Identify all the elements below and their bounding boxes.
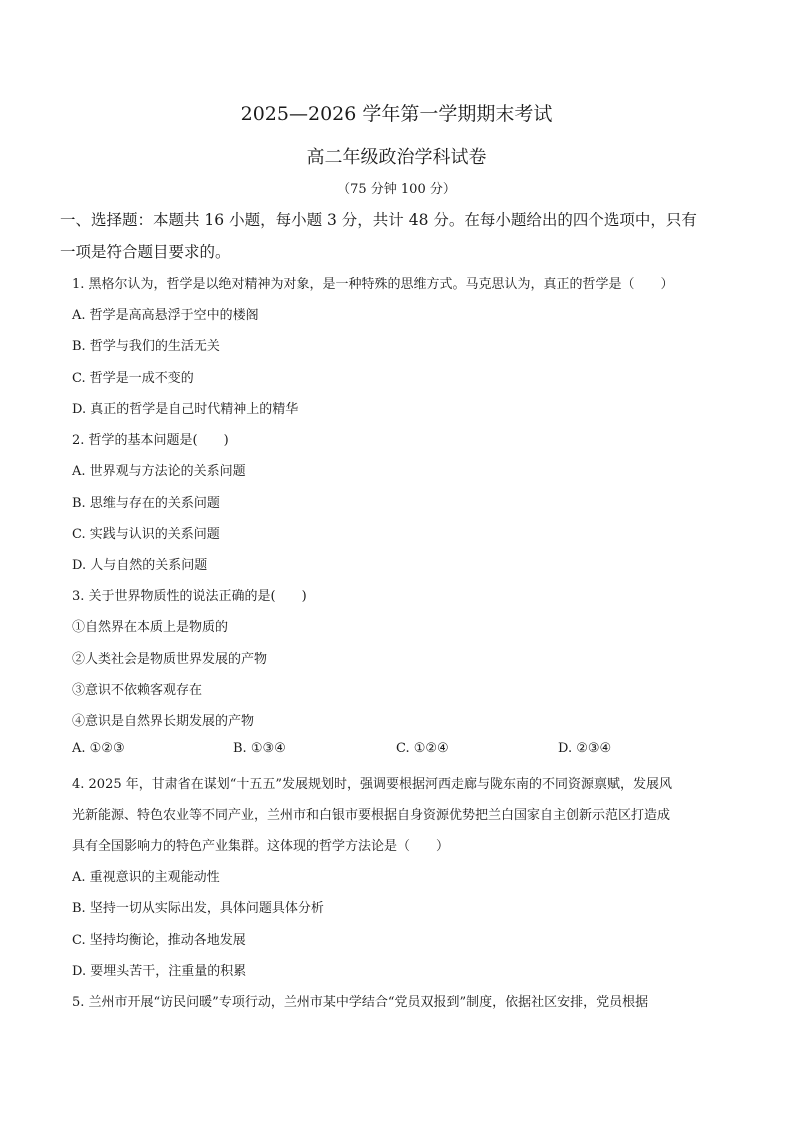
question-1-option-a[interactable]: A. 哲学是高高悬浮于空中的楼阁 — [72, 308, 259, 323]
question-3-option-b[interactable]: B. ①③④ — [233, 741, 286, 756]
question-4-stem-line3: 具有全国影响力的特色产业集群。这体现的哲学方法论是（ ） — [72, 839, 450, 854]
question-4-stem-line1: 4. 2025 年，甘肃省在谋划“十五五”发展规划时，强调要根据河西走廊与陇东南的不同资源禀赋，发展风 — [72, 777, 673, 792]
question-1-option-c[interactable]: C. 哲学是一成不变的 — [72, 371, 194, 386]
question-2-stem: 2. 哲学的基本问题是( ) — [72, 433, 229, 448]
question-5-stem-line1: 5. 兰州市开展“访民问暖”专项行动，兰州市某中学结合“党员双报到”制度，依据社区安排，党员根据 — [72, 995, 649, 1010]
question-3-option-c[interactable]: C. ①②④ — [396, 741, 449, 756]
question-4-stem-line2: 光新能源、特色农业等不同产业，兰州市和白银市要根据自身资源优势把兰白国家自主创新示范区打造成 — [72, 808, 671, 823]
question-4-option-c[interactable]: C. 坚持均衡论，推动各地发展 — [72, 933, 246, 948]
question-3-stem: 3. 关于世界物质性的说法正确的是( ) — [72, 589, 307, 604]
question-2-option-b[interactable]: B. 思维与存在的关系问题 — [72, 496, 220, 511]
section-instructions-line1: 一、选择题：本题共 16 小题，每小题 3 分，共计 48 分。在每小题给出的四个选项中，只有 — [60, 211, 697, 229]
question-3-item-3: ③意识不依赖客观存在 — [72, 683, 203, 698]
exam-title: 2025—2026 学年第一学期期末考试 — [240, 103, 553, 125]
question-4-option-a[interactable]: A. 重视意识的主观能动性 — [72, 870, 220, 885]
exam-subtitle: 高二年级政治学科试卷 — [306, 147, 487, 168]
question-1-stem: 1. 黑格尔认为，哲学是以绝对精神为对象，是一种特殊的思维方式。马克思认为，真正的哲学是（ ） — [72, 277, 674, 292]
question-2-option-a[interactable]: A. 世界观与方法论的关系问题 — [72, 464, 246, 479]
exam-time-score: （75 分钟 100 分） — [337, 182, 456, 197]
question-2-option-d[interactable]: D. 人与自然的关系问题 — [72, 558, 208, 573]
question-3-item-4: ④意识是自然界长期发展的产物 — [72, 714, 255, 729]
question-3-option-a[interactable]: A. ①②③ — [72, 741, 125, 756]
question-3-item-2: ②人类社会是物质世界发展的产物 — [72, 652, 268, 667]
question-3-item-1: ①自然界在本质上是物质的 — [72, 620, 229, 635]
section-instructions-line2: 一项是符合题目要求的。 — [60, 243, 231, 261]
question-3-option-d[interactable]: D. ②③④ — [558, 741, 612, 756]
question-1-option-b[interactable]: B. 哲学与我们的生活无关 — [72, 339, 220, 354]
question-4-option-b[interactable]: B. 坚持一切从实际出发，具体问题具体分析 — [72, 901, 324, 916]
question-4-option-d[interactable]: D. 要埋头苦干，注重量的积累 — [72, 964, 247, 979]
question-2-option-c[interactable]: C. 实践与认识的关系问题 — [72, 527, 220, 542]
question-1-option-d[interactable]: D. 真正的哲学是自己时代精神上的精华 — [72, 402, 299, 417]
